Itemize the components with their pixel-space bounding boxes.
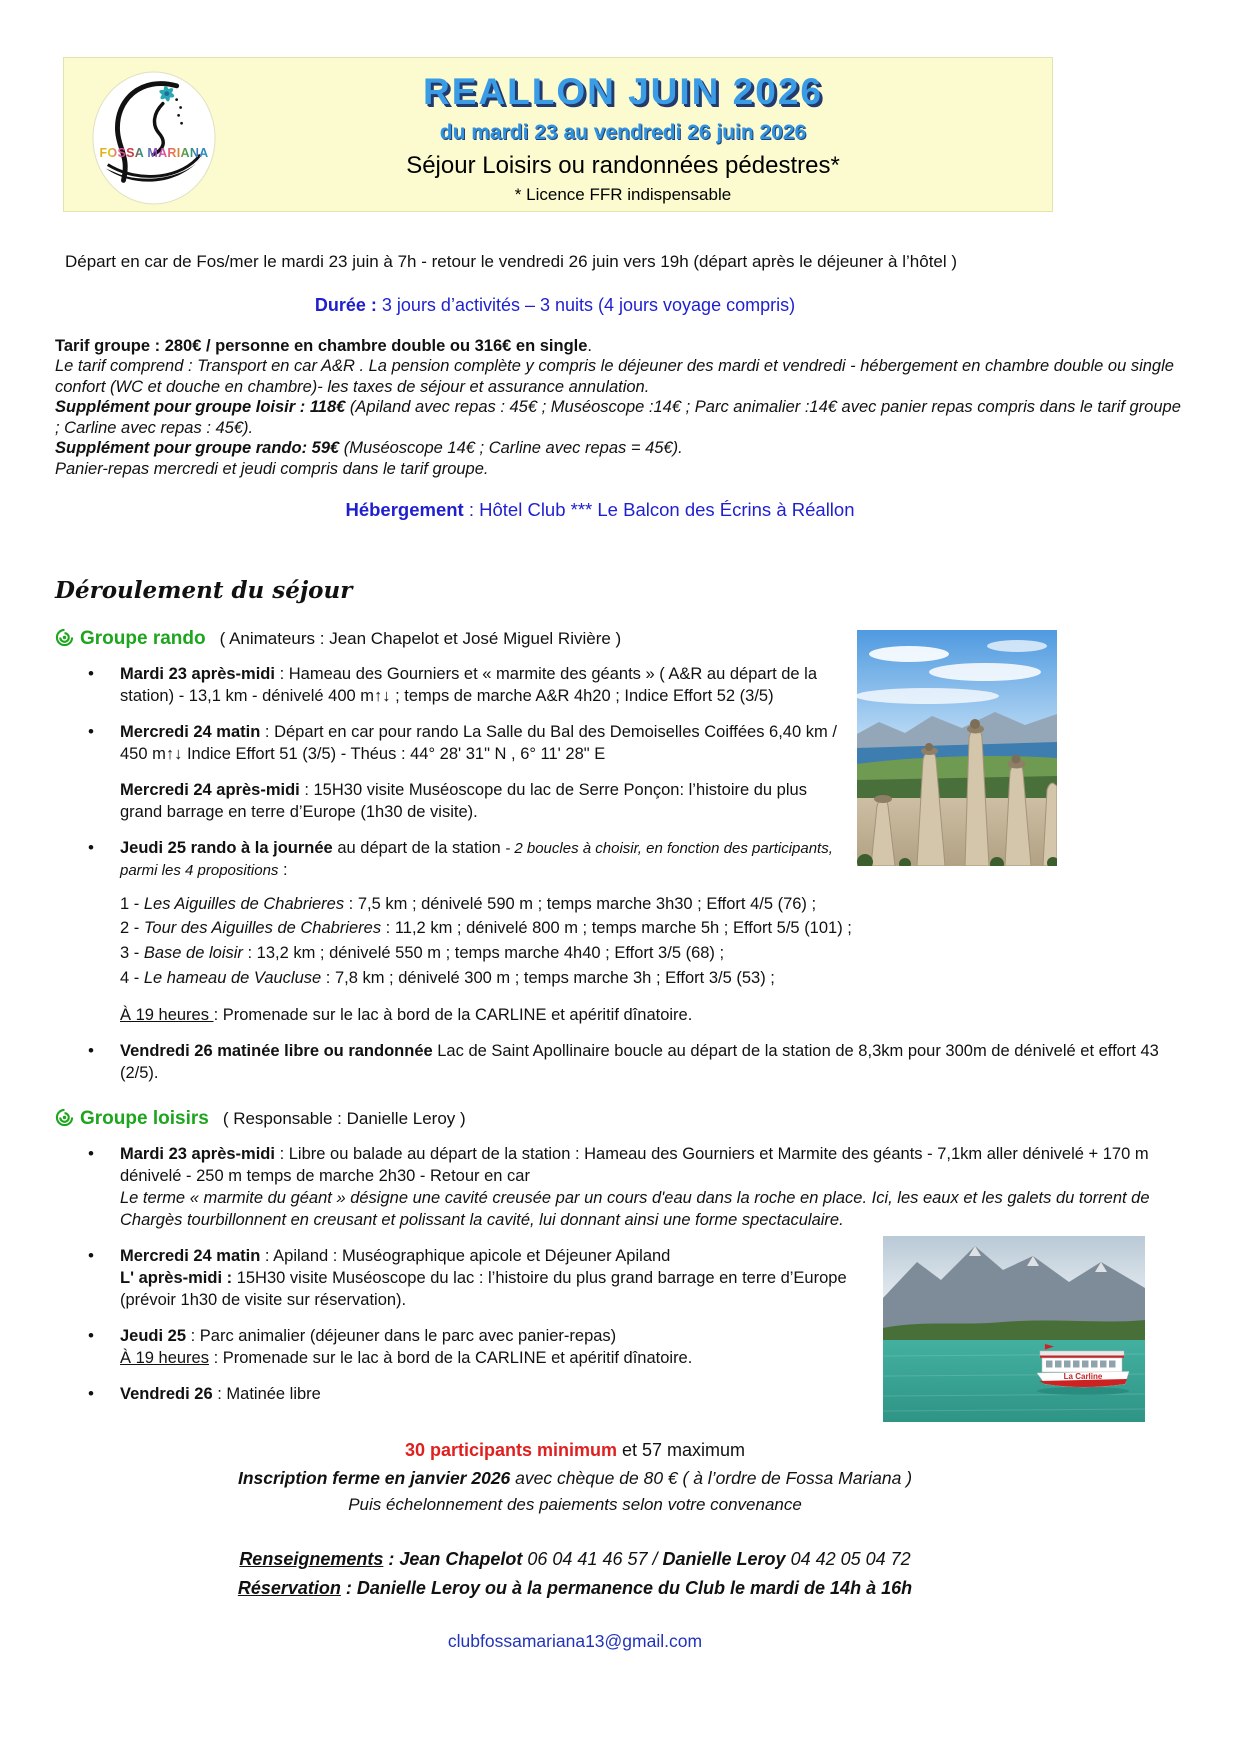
loisirs-mercredi-pm-text: 15H30 visite Muséoscope du lac : l’histoire du plus grand barrage en terre d’Europe (prévoir 1h30 de visite sur réservation). <box>120 1269 847 1310</box>
fossa-mariana-logo <box>90 70 218 206</box>
groupe-loisirs-heading <box>55 1108 1185 1130</box>
supplement-loisir-amount: Supplément pour groupe loisir : 118€ <box>55 398 346 417</box>
tarif-block <box>55 336 1185 479</box>
loisirs-vendredi-text: : Matinée libre <box>212 1384 321 1403</box>
panier-note: Panier-repas mercredi et jeudi compris dans le tarif groupe. <box>55 459 489 478</box>
loisirs-mercredi-pm-label: L' après-midi : <box>120 1269 233 1288</box>
inscription-line <box>55 1468 1185 1489</box>
rando-vendredi-label: Vendredi 26 matinée libre ou randonnée <box>120 1041 433 1060</box>
loisirs-soiree-line <box>120 1348 1185 1370</box>
loisirs-mercredi-text: : Apiland : Muséographique apicole et Déjeuner Apiland <box>260 1247 671 1266</box>
tarif-comprend-line: Le tarif comprend : Transport en car A&R . La pension complète y compris le déjeuner des mardi et vendredi - hébergement en chambre double ou single confort (WC et douche en chambre)- les taxes de séjour et assurance annulation. <box>55 357 1174 396</box>
reservation-label: Réservation <box>237 1577 341 1598</box>
rando-option-4 <box>120 966 1185 991</box>
supplement-rando-amount: Supplément pour groupe rando: 59€ <box>55 439 340 458</box>
option-name: Base de loisir <box>143 944 243 963</box>
duree-label: Durée : <box>314 295 377 315</box>
rando-jeudi-item <box>88 838 1185 882</box>
renseignements-label: Renseignements <box>239 1548 384 1569</box>
option-name: Les Aiguilles de Chabrieres <box>143 894 345 913</box>
renseignements-line <box>55 1549 1185 1570</box>
loisirs-mercredi-item <box>88 1246 1185 1312</box>
loisirs-mardi-label: Mardi 23 après-midi <box>120 1145 275 1164</box>
tarif-groupe-end: . <box>587 337 593 355</box>
license-note: * Licence FFR indispensable <box>514 185 732 204</box>
option-name: Le hameau de Vaucluse <box>143 968 322 987</box>
club-email-link[interactable]: clubfossamariana13@gmail.com <box>447 1630 703 1651</box>
loisirs-mardi-text: : Libre ou balade au départ de la station : Hameau des Gourniers et Marmite des géants - 7,1km aller dénivelé + 170 m dénivelé - 250 m temps de marche 2h30 - Retour en car <box>120 1145 1149 1186</box>
rando-option-3 <box>120 941 1185 966</box>
rando-jeudi-text: au départ de la station <box>332 838 506 857</box>
tarif-groupe-amounts: Tarif groupe : 280€ / personne en chambre double ou 316€ en single <box>55 337 588 355</box>
reservation-line <box>55 1578 1185 1599</box>
email-line <box>55 1631 1185 1652</box>
groupe-rando-section <box>55 628 1185 1084</box>
groupe-loisirs-section <box>55 1108 1185 1405</box>
loisirs-jeudi-text: : Parc animalier (déjeuner dans le parc avec panier-repas) <box>186 1327 617 1346</box>
hebergement-line <box>55 499 1185 521</box>
rando-options-list <box>120 892 1185 991</box>
loisirs-vendredi-label: Vendredi 26 <box>120 1384 213 1403</box>
option-detail: : 7,8 km ; dénivelé 300 m ; temps marche 3h ; Effort 3/5 (53) ; <box>321 968 775 987</box>
option-detail: : 11,2 km ; dénivelé 800 m ; temps marche 5h ; Effort 5/5 (101) ; <box>381 919 852 938</box>
reservation-text: : Danielle Leroy ou à la permanence du Club le mardi de 14h à 16h <box>340 1577 913 1598</box>
footer-block <box>55 1440 1185 1652</box>
duree-value: 3 jours d’activités – 3 nuits (4 jours voyage compris) <box>376 295 796 315</box>
rando-vendredi-text: Lac de Saint Apollinaire boucle au départ de la station de 8,3km pour 300m de dénivelé et effort 43 (2/5). <box>120 1041 1159 1082</box>
loisirs-jeudi-item <box>88 1326 1185 1370</box>
rando-soiree-item <box>120 1005 1185 1027</box>
groupe-loisirs-responsable: ( Responsable : Danielle Leroy ) <box>222 1109 466 1129</box>
supplement-loisir-detail: (Apiland avec repas : 45€ ; Muséoscope :14€ ; Parc animalier :14€ avec panier repas compris dans le tarif groupe ; Carline avec repas : 45€). <box>55 398 1181 437</box>
supplement-rando-line <box>55 438 1185 458</box>
supplement-rando-detail: (Muséoscope 14€ ; Carline avec repas = 45€). <box>339 439 683 458</box>
inscription-deadline: Inscription ferme en janvier 2026 <box>237 1467 511 1488</box>
rando-mercredi-label: Mercredi 24 matin <box>120 723 261 742</box>
participants-line <box>55 1440 1185 1461</box>
logo-drawing-icon <box>90 70 218 206</box>
tarif-groupe-line <box>55 336 1185 356</box>
option-name: Tour des Aiguilles de Chabrieres <box>143 919 382 938</box>
contact2-phone: 04 42 05 04 72 <box>785 1548 911 1569</box>
contact2-name: Danielle Leroy <box>662 1548 786 1569</box>
header-banner <box>63 57 1053 212</box>
rando-mercredi-pm-text: : 15H30 visite Muséoscope du lac de Serre Ponçon: l’histoire du plus grand barrage en terre d’Europe (1h30 de visite). <box>120 780 807 821</box>
loisirs-jeudi-label: Jeudi 25 <box>120 1327 187 1346</box>
rando-soiree-label: À 19 heures <box>120 1005 214 1024</box>
rando-jeudi-note-end: : <box>278 860 288 879</box>
rando-mardi-text: : Hameau des Gourniers et « marmite des géants » ( A&R au départ de la station) - 13,1 km - dénivelé 400 m↑↓ ; temps de marche A&R 4h20 ; Indice Effort 52 (3/5) <box>120 665 818 706</box>
rando-mardi-item <box>88 664 1185 708</box>
contact1-name: Jean Chapelot <box>399 1548 523 1569</box>
loisirs-soiree-label: À 19 heures <box>120 1348 209 1367</box>
option-detail: : 13,2 km ; dénivelé 550 m ; temps marche 4h40 ; Effort 3/5 (68) ; <box>242 944 725 963</box>
supplement-loisir-line <box>55 397 1185 438</box>
contact1-phone: 06 04 41 46 57 / <box>522 1548 663 1569</box>
option-number: 1 - <box>120 894 144 913</box>
rando-jeudi-note: - 2 boucles à choisir, en fonction des participants, parmi les 4 propositions <box>120 839 833 879</box>
inscription-detail: avec chèque de 80 € ( à l’ordre de Fossa Mariana ) <box>510 1467 913 1488</box>
groupe-rando-title: Groupe rando <box>80 628 206 650</box>
loisirs-mardi-item <box>88 1144 1185 1232</box>
groupe-rando-animateurs: ( Animateurs : Jean Chapelot et José Miguel Rivière ) <box>219 629 622 649</box>
option-number: 2 - <box>120 919 144 938</box>
rando-option-2 <box>120 916 1185 941</box>
flyer-title: REALLON JUIN 2026 <box>423 71 823 112</box>
loisirs-mercredi-pm-line <box>120 1268 1185 1312</box>
flyer-dates: du mardi 23 au vendredi 26 juin 2026 <box>439 121 807 144</box>
boat-name-label: La Carline <box>1063 1372 1103 1382</box>
swirl-icon <box>55 1108 74 1127</box>
loisirs-soiree-text: : Promenade sur le lac à bord de la CARLINE et apéritif dînatoire. <box>208 1348 693 1367</box>
hebergement-value: : Hôtel Club *** Le Balcon des Écrins à Réallon <box>468 499 855 521</box>
marmite-explanation: Le terme « marmite du géant » désigne une cavité creusée par un cours d'eau dans la roche en place. Ici, les eaux et les galets du torrent de Chargès tourbillonnent en creusant et polissant la cavité, lui donnant ainsi une forme spectaculaire. <box>120 1189 1150 1230</box>
groupe-loisirs-title: Groupe loisirs <box>80 1108 209 1130</box>
participants-max: et 57 maximum <box>617 1439 746 1460</box>
loisirs-vendredi-item <box>88 1384 1185 1406</box>
participants-min: 30 participants minimum <box>404 1439 617 1460</box>
logo-text: FOSSA MARIANA <box>99 146 209 160</box>
renseignements-sep: : <box>383 1548 400 1569</box>
rando-vendredi-item <box>88 1041 1185 1085</box>
duree-line <box>55 295 1185 316</box>
rando-jeudi-label: Jeudi 25 rando à la journée <box>120 838 333 857</box>
rando-soiree-text: : Promenade sur le lac à bord de la CARLINE et apéritif dînatoire. <box>213 1005 693 1024</box>
flyer-tagline: Séjour Loisirs ou randonnées pédestres* <box>406 152 840 179</box>
depart-line: Départ en car de Fos/mer le mardi 23 juin à 7h - retour le vendredi 26 juin vers 19h (départ après le déjeuner à l’hôtel ) <box>65 252 958 271</box>
rando-mercredi-text: : Départ en car pour rando La Salle du Bal des Demoiselles Coiffées 6,40 km / 450 m↑↓ Indice Effort 51 (3/5) - Théus : 44° 28' 31" N , 6° 11' 28" E <box>120 723 837 763</box>
deroulement-title: Déroulement du séjour <box>55 577 353 605</box>
rando-mercredi-item <box>88 722 1185 766</box>
rando-option-1 <box>120 892 1185 917</box>
option-detail: : 7,5 km ; dénivelé 590 m ; temps marche 3h30 ; Effort 4/5 (76) ; <box>344 894 817 913</box>
option-number: 3 - <box>120 944 144 963</box>
loisirs-mercredi-label: Mercredi 24 matin <box>120 1247 261 1266</box>
paiement-line: Puis échelonnement des paiements selon votre convenance <box>348 1494 802 1514</box>
hebergement-label: Hébergement <box>345 499 469 521</box>
rando-mardi-label: Mardi 23 après-midi <box>120 665 275 684</box>
rando-mercredi-pm-label: Mercredi 24 après-midi <box>120 780 300 799</box>
swirl-icon <box>55 628 74 647</box>
option-number: 4 - <box>120 968 144 987</box>
